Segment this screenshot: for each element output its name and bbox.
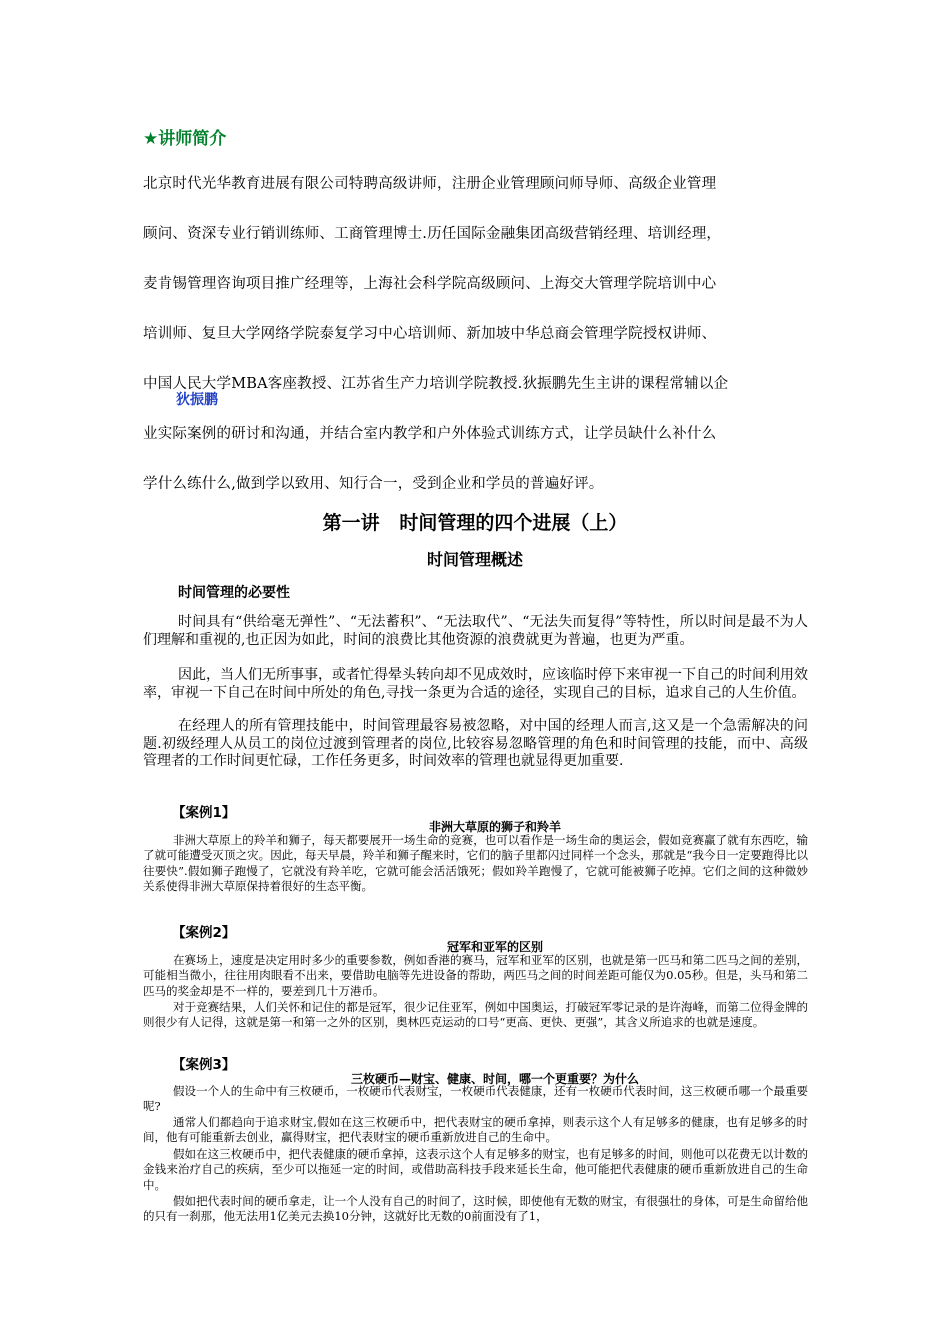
body-paragraph: 时间具有“供给毫无弹性”、“无法蓄积”、“无法取代”、“无法失而复得”等特性，所以时间是最不为人们理解和重视的,也正因为如此，时间的浪费比其他资源的浪费就更为普遍，也更为严重。: [143, 614, 808, 648]
body-paragraph: 因此，当人们无所事事，或者忙得晕头转向却不见成效时，应该临时停下来审视一下自己的时间利用效率，审视一下自己在时间中所处的角色,寻找一条更为合适的途径，实现自己的目标，追求自己的人生价值。: [143, 667, 808, 701]
case-paragraph: 非洲大草原上的羚羊和狮子，每天都要展开一场生命的竞赛，也可以看作是一场生命的奥运会，假如竞赛赢了就有东西吃，输了就可能遭受灭顶之灾。因此，每天早晨，羚羊和狮子醒来时，它们的脑子里都闪过同样一个念头，那就是“我今日一定要跑得比以往要快”.假如狮子跑慢了，它就没有羚羊吃，它就可能会活活饿死；假如羚羊跑慢了，它就可能被狮子吃掉。它们之间的这种微妙关系使得非洲大草原保持着很好的生态平衡。: [143, 833, 808, 893]
lecturer-name: 狄振鹏: [176, 392, 218, 408]
case-title: 三枚硬币—财宝、健康、时间，哪一个更重要？为什么: [350, 1072, 639, 1086]
section-heading: 时间管理的必要性: [178, 585, 290, 601]
case-paragraph: 在赛场上，速度是决定用时多少的重要参数，例如香港的赛马，冠军和亚军的区别，也就是第一匹马和第二匹马之间的差别，可能相当微小，往往用肉眼看不出来，要借助电脑等先进设备的帮助，两匹马之间的时间差距可能仅为0.05秒。但是，头马和第二匹马的奖金却是不一样的，要差到几十万港币。: [143, 953, 808, 998]
bio-title: ★讲师简介: [143, 129, 227, 149]
lecture-title: 第一讲 时间管理的四个进展（上）: [322, 512, 628, 534]
bio-line: 北京时代光华教育进展有限公司特聘高级讲师，注册企业管理顾问师导师、高级企业管理: [143, 176, 717, 192]
bio-line: 中国人民大学MBA客座教授、江苏省生产力培训学院教授.狄振鹏先生主讲的课程常辅以企: [143, 376, 729, 392]
bio-line: 顾问、资深专业行销训练师、工商管理博士.历任国际金融集团高级营销经理、培训经理，: [143, 226, 722, 242]
case-title: 冠军和亚军的区别: [446, 940, 543, 954]
body-paragraph: 在经理人的所有管理技能中，时间管理最容易被忽略，对中国的经理人而言,这又是一个急需解决的问题.初级经理人从员工的岗位过渡到管理者的岗位,比较容易忽略管理的角色和时间管理的技能，而中、高级管理者的工作时间更忙碌，工作任务更多，时间效率的管理也就显得更加重要.: [143, 718, 808, 770]
case-paragraph: 假如在这三枚硬币中，把代表健康的硬币拿掉，这表示这个人有足够多的财宝，也有足够多的时间，则他可以花费无以计数的金钱来治疗自己的疾病，至少可以拖延一定的时间，或借助高科技手段来延长生命，他可能把代表健康的硬币重新放进自己的生命中。: [143, 1147, 808, 1192]
case-label: 【案例1】: [172, 805, 236, 821]
bio-line: 业实际案例的研讨和沟通，并结合室内教学和户外体验式训练方式，让学员缺什么补什么: [143, 426, 717, 442]
case-label: 【案例2】: [172, 925, 236, 941]
case-paragraph: 通常人们都趋向于追求财宝,假如在这三枚硬币中，把代表财宝的硬币拿掉，则表示这个人有足够多的健康，也有足够多的时间，他有可能重新去创业，赢得财宝，把代表财宝的硬币重新放进自己的生命中。: [143, 1115, 808, 1145]
case-paragraph: 对于竞赛结果，人们关怀和记住的都是冠军，很少记住亚军，例如中国奥运，打破冠军零记录的是许海峰，而第二位得金牌的则很少有人记得，这就是第一和第一之外的区别，奥林匹克运动的口号“更高、更快、更强”，其含义所追求的也就是速度。: [143, 1000, 808, 1030]
case-label: 【案例3】: [172, 1057, 236, 1073]
bio-line: 学什么练什么,做到学以致用、知行合一，受到企业和学员的普遍好评。: [143, 476, 604, 492]
bio-line: 麦肯锡管理咨询项目推广经理等，上海社会科学院高级顾问、上海交大管理学院培训中心: [143, 276, 717, 292]
case-title: 非洲大草原的狮子和羚羊: [428, 820, 561, 834]
lecture-subtitle: 时间管理概述: [426, 550, 523, 569]
bio-line: 培训师、复旦大学网络学院泰复学习中心培训师、新加坡中华总商会管理学院授权讲师、: [143, 326, 717, 342]
case-paragraph: 假设一个人的生命中有三枚硬币，一枚硬币代表财宝，一枚硬币代表健康，还有一枚硬币代表时间，这三枚硬币哪一个最重要呢?: [143, 1084, 808, 1114]
case-paragraph: 假如把代表时间的硬币拿走，让一个人没有自己的时间了，这时候，即使他有无数的财宝，有很强壮的身体，可是生命留给他的只有一刹那，他无法用1亿美元去换10分钟，这就好比无数的0前面没有了1，: [143, 1194, 808, 1224]
